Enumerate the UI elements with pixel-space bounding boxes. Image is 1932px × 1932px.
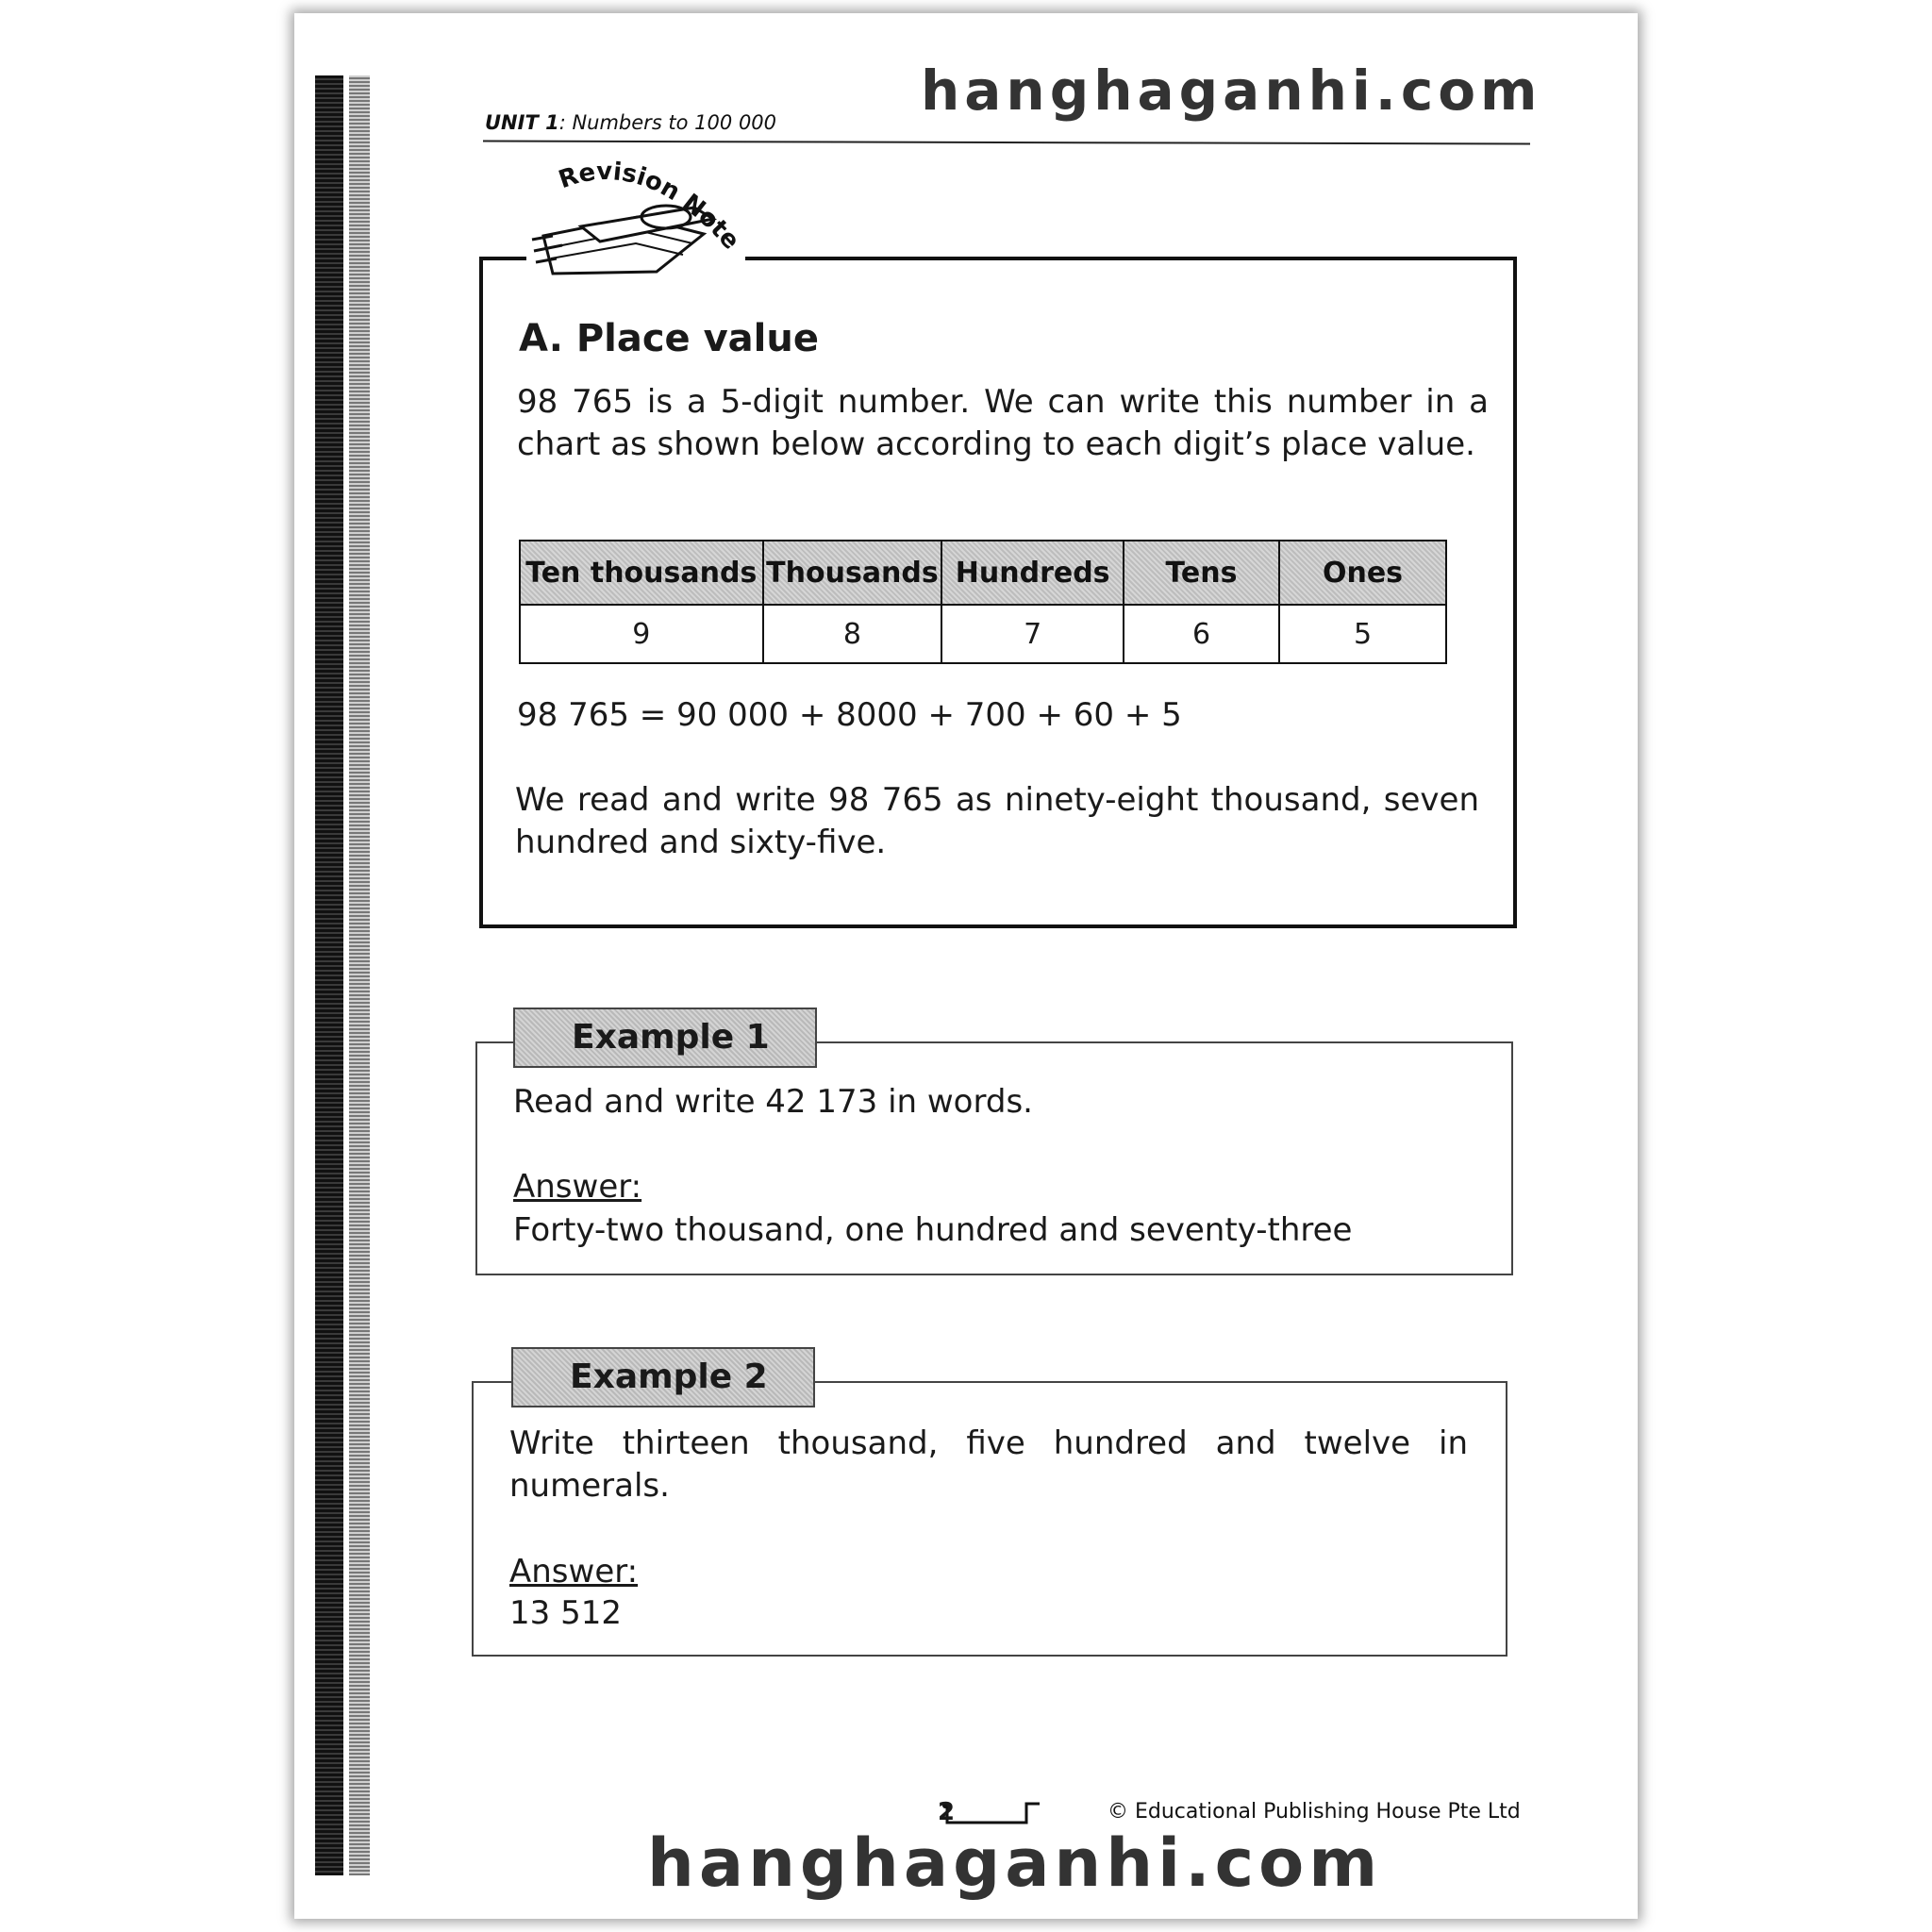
page-number: 2 — [938, 1798, 956, 1826]
copyright-text: © Educational Publishing House Pte Ltd — [1108, 1800, 1521, 1824]
binding-edge — [349, 75, 370, 1875]
unit-heading — [485, 111, 776, 134]
table-row — [520, 605, 1446, 663]
watermark-bottom: hanghaganhi.com — [647, 1824, 1383, 1902]
badge-text: Revision Note — [555, 160, 745, 256]
header-tens: Tens — [1124, 541, 1279, 605]
intro-paragraph: 98 765 is a 5-digit number. We can write this number in a chart as shown below according to each digit’s place value. — [517, 383, 1489, 463]
example-2-question: Write thirteen thousand, five hundred and twelve in numerals. — [509, 1424, 1468, 1505]
watermark-top: hanghaganhi.com — [921, 58, 1542, 123]
cell-ones: 5 — [1279, 605, 1446, 663]
read-write-paragraph: We read and write 98 765 as ninety-eight thousand, seven hundred and sixty-five. — [515, 781, 1479, 861]
example-1-question: Read and write 42 173 in words. — [513, 1083, 1033, 1121]
example-2-answer-label: Answer: — [509, 1553, 639, 1591]
example-1-title: Example 1 — [513, 1008, 817, 1068]
binding-spine — [315, 75, 343, 1875]
revision-notes-badge-icon — [525, 160, 760, 292]
place-value-table — [519, 540, 1447, 664]
revision-notes-graphic — [525, 160, 760, 292]
cell-ten-thousands: 9 — [520, 605, 763, 663]
unit-number: UNIT 1 — [485, 111, 559, 134]
header-thousands: Thousands — [763, 541, 942, 605]
header-ten-thousands: Ten thousands — [520, 541, 763, 605]
unit-title-text: : Numbers to 100 000 — [558, 111, 777, 134]
table-header-row — [520, 541, 1446, 605]
example-1-answer: Forty-two thousand, one hundred and seventy-three — [513, 1211, 1353, 1249]
expanded-form-equation: 98 765 = 90 000 + 8000 + 700 + 60 + 5 — [517, 696, 1182, 734]
page-number-bracket-icon — [941, 1800, 1043, 1826]
section-title: A. Place value — [519, 317, 819, 360]
cell-hundreds: 7 — [941, 605, 1124, 663]
example-2-answer: 13 512 — [509, 1594, 622, 1632]
example-1-answer-label: Answer: — [513, 1168, 642, 1206]
header-hundreds: Hundreds — [941, 541, 1124, 605]
header-ones: Ones — [1279, 541, 1446, 605]
cell-tens: 6 — [1124, 605, 1279, 663]
cell-thousands: 8 — [763, 605, 942, 663]
example-2-title: Example 2 — [511, 1347, 815, 1407]
